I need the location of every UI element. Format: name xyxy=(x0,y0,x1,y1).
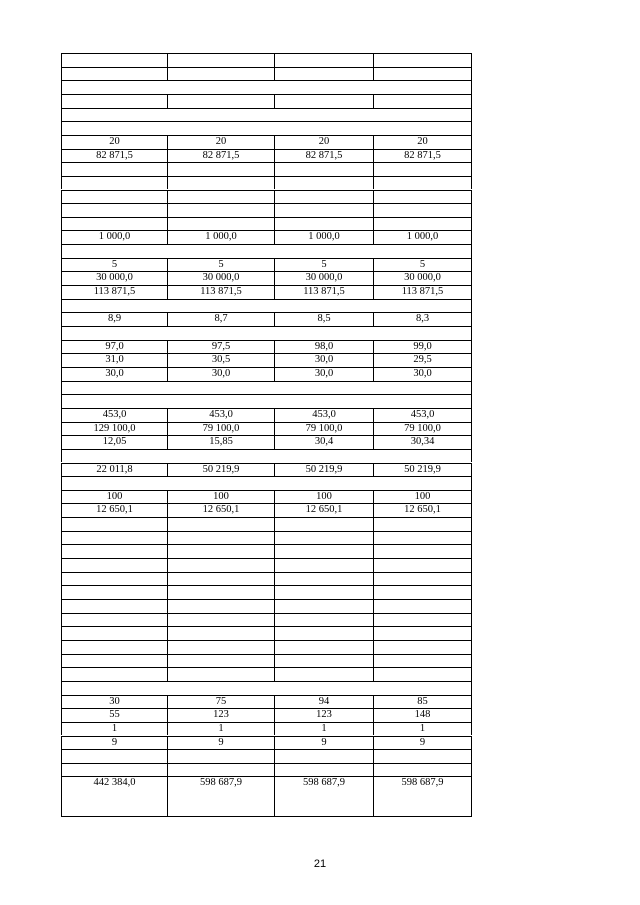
table-rule xyxy=(61,271,472,272)
table-row xyxy=(61,681,472,695)
table-row xyxy=(61,217,472,231)
table-cell: 113 871,5 xyxy=(373,285,472,299)
table-rule xyxy=(61,816,472,817)
table-cell: 1 xyxy=(167,722,275,736)
table-cell: 113 871,5 xyxy=(167,285,275,299)
table-cell: 113 871,5 xyxy=(61,285,168,299)
table-cell: 82 871,5 xyxy=(373,149,472,163)
table-rule xyxy=(61,585,472,586)
table-row xyxy=(61,463,472,477)
table-cell: 50 219,9 xyxy=(373,463,472,477)
table-row xyxy=(61,763,472,777)
table-cell xyxy=(61,217,168,231)
table-cell xyxy=(274,626,374,640)
table-row xyxy=(61,121,472,135)
table-rule xyxy=(61,517,472,518)
table-rule xyxy=(61,667,472,668)
table-cell xyxy=(274,558,374,572)
table-cell: 598 687,9 xyxy=(373,776,472,816)
table-cell xyxy=(167,585,275,599)
table-cell: 82 871,5 xyxy=(167,149,275,163)
table-row xyxy=(61,517,472,531)
table-cell-merged xyxy=(61,108,472,122)
table-cell xyxy=(274,190,374,204)
table-cell xyxy=(274,585,374,599)
table-cell xyxy=(373,53,472,67)
table-row xyxy=(61,271,472,285)
table-cell xyxy=(167,176,275,190)
table-cell: 100 xyxy=(274,490,374,504)
table-cell: 30 000,0 xyxy=(373,271,472,285)
table-row xyxy=(61,654,472,668)
table-cell: 97,5 xyxy=(167,340,275,354)
table-rule xyxy=(61,654,472,655)
table-rule xyxy=(61,230,472,231)
table-cell: 129 100,0 xyxy=(61,422,168,436)
table-cell: 148 xyxy=(373,708,472,722)
table-cell: 12 650,1 xyxy=(167,503,275,517)
table-cell xyxy=(373,176,472,190)
table-row xyxy=(61,381,472,395)
table-cell xyxy=(61,176,168,190)
table-cell: 82 871,5 xyxy=(61,149,168,163)
table-cell xyxy=(61,203,168,217)
table-cell: 1 000,0 xyxy=(373,230,472,244)
table-row xyxy=(61,544,472,558)
table-row xyxy=(61,53,472,67)
table-rule xyxy=(61,681,472,682)
table-cell xyxy=(373,613,472,627)
table-rule xyxy=(61,149,472,150)
table-cell xyxy=(274,613,374,627)
table-cell: 30,0 xyxy=(61,367,168,381)
table-rule xyxy=(61,435,472,436)
table-cell: 598 687,9 xyxy=(274,776,374,816)
table-cell: 8,3 xyxy=(373,312,472,326)
table-cell: 12 650,1 xyxy=(61,503,168,517)
table-cell: 22 011,8 xyxy=(61,463,168,477)
table-cell xyxy=(274,544,374,558)
table-rule xyxy=(61,463,472,464)
table-row xyxy=(61,244,472,258)
table-row xyxy=(61,776,472,816)
table-cell: 598 687,9 xyxy=(167,776,275,816)
table-cell xyxy=(373,640,472,654)
table-cell xyxy=(61,626,168,640)
table-rule xyxy=(61,381,472,382)
table-cell: 30,0 xyxy=(274,353,374,367)
table-row xyxy=(61,149,472,163)
table-cell: 8,7 xyxy=(167,312,275,326)
table-cell: 1 000,0 xyxy=(61,230,168,244)
table-rule xyxy=(61,53,472,54)
table-cell: 100 xyxy=(167,490,275,504)
table-rule xyxy=(61,749,472,750)
table-cell: 94 xyxy=(274,695,374,709)
table-row xyxy=(61,435,472,449)
table-cell: 29,5 xyxy=(373,353,472,367)
table-rule xyxy=(61,695,472,696)
table-cell: 75 xyxy=(167,695,275,709)
table-cell xyxy=(373,203,472,217)
table-rule xyxy=(61,722,472,723)
table-cell xyxy=(61,531,168,545)
table-row xyxy=(61,449,472,463)
table-cell-merged xyxy=(61,381,472,395)
table-rule xyxy=(61,776,472,777)
table-cell xyxy=(373,67,472,81)
page-number: 21 xyxy=(313,858,327,870)
table-cell xyxy=(61,94,168,108)
table-rule xyxy=(61,203,472,204)
table-row xyxy=(61,299,472,313)
table-row xyxy=(61,312,472,326)
table-rule xyxy=(61,558,472,559)
table-cell xyxy=(274,667,374,681)
table-cell: 453,0 xyxy=(167,408,275,422)
table-cell: 1 xyxy=(373,722,472,736)
table-cell: 1 xyxy=(274,722,374,736)
table-cell xyxy=(167,626,275,640)
table-cell: 453,0 xyxy=(373,408,472,422)
table-row xyxy=(61,108,472,122)
table-cell-merged xyxy=(61,121,472,135)
table-row xyxy=(61,394,472,408)
table-cell xyxy=(373,572,472,586)
table-cell: 9 xyxy=(61,736,168,750)
table-cell xyxy=(167,517,275,531)
table-cell: 31,0 xyxy=(61,353,168,367)
table-cell xyxy=(373,517,472,531)
table-cell: 9 xyxy=(373,736,472,750)
table-cell: 79 100,0 xyxy=(373,422,472,436)
table-row xyxy=(61,531,472,545)
table-rule xyxy=(61,763,472,764)
table-cell xyxy=(61,640,168,654)
table-cell: 5 xyxy=(373,258,472,272)
table-cell: 98,0 xyxy=(274,340,374,354)
table-row xyxy=(61,558,472,572)
table-cell xyxy=(373,94,472,108)
table-rule xyxy=(61,80,472,81)
table-cell xyxy=(373,599,472,613)
table-rule xyxy=(61,422,472,423)
table-row xyxy=(61,613,472,627)
table-cell xyxy=(167,531,275,545)
table-cell: 55 xyxy=(61,708,168,722)
table-cell-merged xyxy=(61,394,472,408)
table-cell: 5 xyxy=(167,258,275,272)
table-cell: 5 xyxy=(274,258,374,272)
table-rule xyxy=(61,613,472,614)
table-cell xyxy=(61,585,168,599)
table-cell xyxy=(167,749,275,763)
table-cell: 20 xyxy=(61,135,168,149)
table-row xyxy=(61,749,472,763)
table-cell xyxy=(167,162,275,176)
table-cell xyxy=(61,67,168,81)
table-row xyxy=(61,736,472,750)
table-rule xyxy=(61,176,472,177)
table-cell xyxy=(167,654,275,668)
table-cell xyxy=(61,667,168,681)
table-rule xyxy=(61,299,472,300)
table-cell xyxy=(61,654,168,668)
table-cell xyxy=(61,763,168,777)
table-row xyxy=(61,599,472,613)
table-cell: 123 xyxy=(167,708,275,722)
table-rule xyxy=(61,449,472,450)
table-cell xyxy=(373,667,472,681)
table-cell xyxy=(274,640,374,654)
table-cell xyxy=(274,531,374,545)
table-cell: 113 871,5 xyxy=(274,285,374,299)
table-rule xyxy=(61,708,472,709)
table-row xyxy=(61,135,472,149)
table-cell xyxy=(274,203,374,217)
table-row xyxy=(61,422,472,436)
table-cell xyxy=(274,763,374,777)
table-row xyxy=(61,230,472,244)
table-cell: 15,85 xyxy=(167,435,275,449)
table-cell xyxy=(274,53,374,67)
table-row xyxy=(61,353,472,367)
table-cell xyxy=(167,613,275,627)
table-cell xyxy=(167,599,275,613)
table-cell xyxy=(373,749,472,763)
table-cell xyxy=(274,749,374,763)
table-row xyxy=(61,640,472,654)
table-cell-merged xyxy=(61,244,472,258)
table-cell xyxy=(167,558,275,572)
table-cell: 30 000,0 xyxy=(61,271,168,285)
table-rule xyxy=(61,572,472,573)
table-cell xyxy=(167,763,275,777)
table-cell: 8,9 xyxy=(61,312,168,326)
table-row xyxy=(61,572,472,586)
table-row xyxy=(61,667,472,681)
table-rule xyxy=(61,285,472,286)
table-rule xyxy=(61,326,472,327)
table-cell-merged xyxy=(61,80,472,94)
table-cell xyxy=(274,599,374,613)
table-cell xyxy=(61,599,168,613)
table-rule xyxy=(61,640,472,641)
table-cell: 123 xyxy=(274,708,374,722)
table-cell-merged xyxy=(61,299,472,313)
table-row xyxy=(61,203,472,217)
table-rule xyxy=(61,599,472,600)
table-cell xyxy=(373,654,472,668)
table-rule xyxy=(61,503,472,504)
table-rule xyxy=(61,544,472,545)
table-cell: 50 219,9 xyxy=(274,463,374,477)
table-row xyxy=(61,340,472,354)
table-rule xyxy=(61,353,472,354)
table-cell-merged xyxy=(61,449,472,463)
table-cell: 79 100,0 xyxy=(167,422,275,436)
table-cell: 20 xyxy=(167,135,275,149)
table-cell-merged xyxy=(61,476,472,490)
table-cell: 20 xyxy=(274,135,374,149)
table-cell: 30,34 xyxy=(373,435,472,449)
table-row xyxy=(61,408,472,422)
table-cell: 12,05 xyxy=(61,435,168,449)
table-cell: 12 650,1 xyxy=(373,503,472,517)
table-cell xyxy=(274,162,374,176)
table-cell xyxy=(167,67,275,81)
table-rule xyxy=(61,217,472,218)
table-cell: 30,0 xyxy=(373,367,472,381)
table-cell: 1 xyxy=(61,722,168,736)
table-cell: 97,0 xyxy=(61,340,168,354)
table-cell xyxy=(167,667,275,681)
table-rule xyxy=(61,531,472,532)
table-rule xyxy=(61,67,472,68)
table-cell xyxy=(61,53,168,67)
table-cell xyxy=(167,190,275,204)
table-cell xyxy=(61,572,168,586)
table-row xyxy=(61,626,472,640)
table-cell: 1 000,0 xyxy=(274,230,374,244)
table-cell: 30,5 xyxy=(167,353,275,367)
table-cell: 30 000,0 xyxy=(274,271,374,285)
table-cell xyxy=(167,640,275,654)
table-cell: 30,4 xyxy=(274,435,374,449)
table-cell: 9 xyxy=(274,736,374,750)
table-rule xyxy=(61,490,472,491)
table-row xyxy=(61,367,472,381)
table-row xyxy=(61,176,472,190)
table-cell xyxy=(61,544,168,558)
table-cell xyxy=(373,190,472,204)
table-rule xyxy=(61,408,472,409)
table-cell xyxy=(167,572,275,586)
table-row xyxy=(61,67,472,81)
table-rule xyxy=(61,394,472,395)
table-cell: 1 000,0 xyxy=(167,230,275,244)
table-rule xyxy=(61,258,472,259)
table-cell xyxy=(61,558,168,572)
table-cell: 453,0 xyxy=(61,408,168,422)
table-row xyxy=(61,476,472,490)
table-cell: 5 xyxy=(61,258,168,272)
table-rule xyxy=(61,135,472,136)
table-row xyxy=(61,285,472,299)
table-rule xyxy=(61,312,472,313)
table-row xyxy=(61,722,472,736)
table-cell xyxy=(274,67,374,81)
table-cell: 50 219,9 xyxy=(167,463,275,477)
table-cell: 453,0 xyxy=(274,408,374,422)
table-cell xyxy=(274,176,374,190)
table-rule xyxy=(61,736,472,737)
table-cell xyxy=(373,585,472,599)
table-row xyxy=(61,258,472,272)
table-rule xyxy=(61,626,472,627)
table-cell: 30 000,0 xyxy=(167,271,275,285)
table-cell: 30,0 xyxy=(274,367,374,381)
table-row xyxy=(61,585,472,599)
table-row xyxy=(61,503,472,517)
table-rule xyxy=(61,476,472,477)
table-cell xyxy=(61,613,168,627)
table-cell: 442 384,0 xyxy=(61,776,168,816)
table-row xyxy=(61,326,472,340)
table-rule xyxy=(61,244,472,245)
table-cell: 30,0 xyxy=(167,367,275,381)
table-cell: 20 xyxy=(373,135,472,149)
table-cell xyxy=(274,572,374,586)
table-cell: 8,5 xyxy=(274,312,374,326)
table-cell xyxy=(61,162,168,176)
table-cell xyxy=(167,217,275,231)
table-cell xyxy=(274,654,374,668)
table-cell xyxy=(61,190,168,204)
table-cell-merged xyxy=(61,681,472,695)
table-cell xyxy=(61,517,168,531)
table-row xyxy=(61,80,472,94)
table-cell: 82 871,5 xyxy=(274,149,374,163)
table-cell-merged xyxy=(61,326,472,340)
table-cell: 79 100,0 xyxy=(274,422,374,436)
table-cell xyxy=(274,94,374,108)
table-cell: 99,0 xyxy=(373,340,472,354)
table-cell: 12 650,1 xyxy=(274,503,374,517)
table-row xyxy=(61,190,472,204)
table-rule xyxy=(61,162,472,163)
table-cell xyxy=(61,749,168,763)
table-cell: 30 xyxy=(61,695,168,709)
table-row xyxy=(61,490,472,504)
table-cell: 85 xyxy=(373,695,472,709)
table-cell xyxy=(373,531,472,545)
table-cell xyxy=(167,203,275,217)
table-cell xyxy=(274,217,374,231)
table-rule xyxy=(61,367,472,368)
table-cell xyxy=(167,53,275,67)
table-rule xyxy=(61,108,472,109)
table-row xyxy=(61,708,472,722)
table-cell: 100 xyxy=(61,490,168,504)
table-cell xyxy=(373,558,472,572)
table-cell xyxy=(167,544,275,558)
table-cell xyxy=(274,517,374,531)
table-cell: 9 xyxy=(167,736,275,750)
table-cell xyxy=(167,94,275,108)
table-cell xyxy=(373,763,472,777)
table-row xyxy=(61,695,472,709)
table-rule xyxy=(61,190,472,191)
table-cell xyxy=(373,217,472,231)
table-row xyxy=(61,94,472,108)
table-rule xyxy=(61,121,472,122)
table-cell: 100 xyxy=(373,490,472,504)
table-cell xyxy=(373,544,472,558)
table-rule xyxy=(61,94,472,95)
table-rule xyxy=(61,340,472,341)
table-cell xyxy=(373,626,472,640)
table-cell xyxy=(373,162,472,176)
table-row xyxy=(61,162,472,176)
